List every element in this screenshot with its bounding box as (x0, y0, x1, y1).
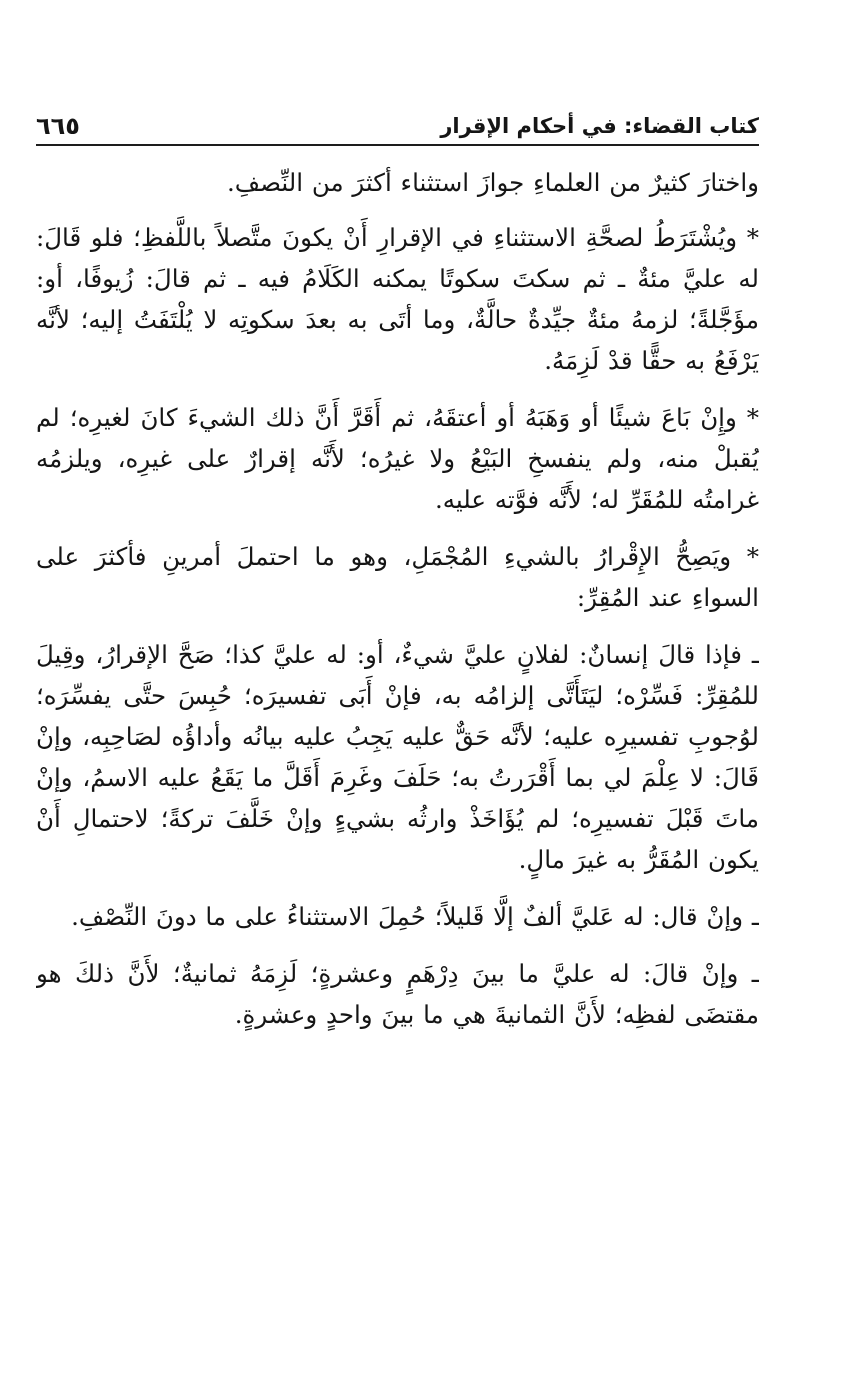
book-page (36, 100, 759, 1350)
paragraph-exception-condition: * ويُشْتَرَطُ لصحَّةِ الاستثناءِ في الإقرارِ أَنْ يكونَ متَّصلاً باللَّفظِ؛ فلو قَالَ: له عليَّ مئةٌ ـ ثم سكتَ سكوتًا يمكنه الكَلَامُ فيه ـ ثم قالَ: زُيوفًا، أو: مؤَجَّلةً؛ لزمهُ مئةٌ جيِّدةٌ حالَّةٌ، وما أتَى به بعدَ سكوتِه لا يُلْتَفَتُ إليه؛ لأنَّه يَرْفَعُ به حقًّا قدْ لَزِمَهُ. (36, 223, 759, 375)
paragraph-sale-acknowledgment: * وإِنْ بَاعَ شيئًا أو وَهَبَهُ أو أعتقَهُ، ثم أَقَرَّ أَنَّ ذلك الشيءَ كانَ لغيرِه؛ لم يُقبلْ منه، ولم ينفسخِ البَيْعُ ولا غيرُه؛ لأَنَّه إقرارٌ على غيرِه، ويلزمُه غرامتُه للمُقَرِّ له؛ لأَنَّه فوَّته عليه. (36, 403, 759, 514)
paragraph-explanation-required: ـ فإذا قالَ إنسانٌ: لفلانٍ عليَّ شيءٌ، أو: له عليَّ كذا؛ صَحَّ الإقرارُ، وقِيلَ للمُقِرِّ: فَسِّرْه؛ ليَتَأَتَّى إلزامُه به، فإنْ أَبَى تفسيرَه؛ حُبِسَ حتَّى يفسِّرَه؛ لوُجوبِ تفسيرِه عليه؛ لأنَّه حَقٌّ عليه يَجِبُ عليه بيانُه وأداؤُه لصَاحِبِه، وإنْ قَالَ: لا عِلْمَ لي بما أَقْرَرتُ به؛ حَلَفَ وغَرِمَ أَقَلَّ ما يَقَعُ عليه الاسمُ، وإنْ ماتَ قَبْلَ تفسيرِه؛ لم يُؤَاخَذْ وارثُه بشيءٍ وإنْ خَلَّفَ تركةً؛ لاحتمالِ أَنْ يكون المُقَرُّ به غيرَ مالٍ. (36, 640, 759, 874)
body-text (36, 146, 759, 1035)
chapter-title: كتاب القضاء: في أحكام الإقرار (440, 114, 759, 138)
paragraph-ambiguous-acknowledgment: * ويَصِحُّ الإِقْرارُ بالشيءِ المُجْمَلِ، وهو ما احتملَ أمرينِ فأكثرَ على السواءِ عند المُقِرِّ: (36, 542, 759, 612)
paragraph-majority-opinion: واختارَ كثيرٌ من العلماءِ جوازَ استثناء أكثرَ من النِّصفِ. (226, 168, 759, 197)
paragraph-between-one-and-ten: ـ وإنْ قالَ: له عليَّ ما بينَ دِرْهَمٍ وعشرةٍ؛ لَزِمَهُ ثمانيةٌ؛ لأَنَّ ذلكَ هو مقتضَى لفظِه؛ لأَنَّ الثمانيةَ هي ما بينَ واحدٍ وعشرةٍ. (36, 959, 759, 1029)
paragraph-thousand-except-little: ـ وإنْ قال: له عَليَّ ألفٌ إلَّا قَليلاً؛ حُمِلَ الاستثناءُ على ما دونَ النِّصْفِ. (71, 902, 759, 931)
running-header (36, 100, 759, 146)
page-number: ٦٦٥ (36, 112, 80, 140)
